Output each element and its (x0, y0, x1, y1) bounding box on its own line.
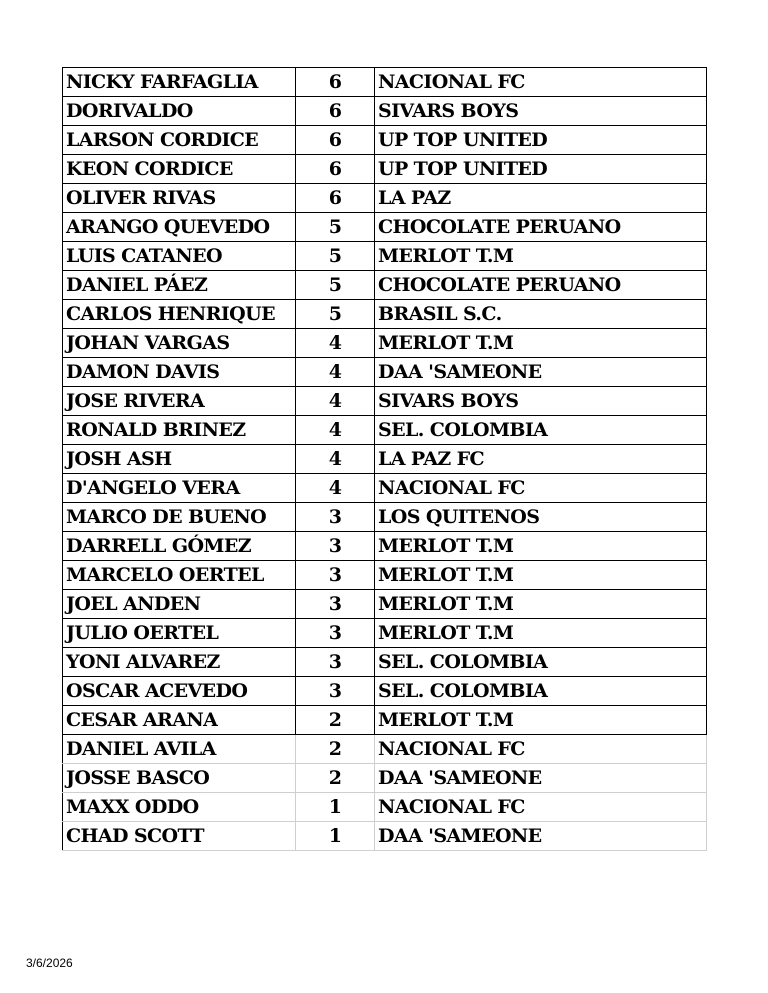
team-name-cell: MERLOT T.M (375, 329, 707, 358)
player-name-cell: DANIEL AVILA (63, 735, 296, 764)
player-name-cell: RONALD BRINEZ (63, 416, 296, 445)
goals-cell: 1 (296, 793, 375, 822)
player-name-cell: DAMON DAVIS (63, 358, 296, 387)
goals-cell: 3 (296, 590, 375, 619)
team-name-cell: NACIONAL FC (375, 735, 707, 764)
goals-cell: 6 (296, 68, 375, 97)
player-name-cell: NICKY FARFAGLIA (63, 68, 296, 97)
player-name-cell: CESAR ARANA (63, 706, 296, 735)
table-row (63, 300, 707, 329)
player-name-cell: YONI ALVAREZ (63, 648, 296, 677)
team-name-cell: MERLOT T.M (375, 561, 707, 590)
player-name-cell: JOEL ANDEN (63, 590, 296, 619)
team-name-cell: CHOCOLATE PERUANO (375, 213, 707, 242)
goals-cell: 1 (296, 822, 375, 851)
table-row (63, 358, 707, 387)
team-name-cell: CHOCOLATE PERUANO (375, 271, 707, 300)
print-date: 3/6/2026 (26, 956, 73, 970)
table-row (63, 387, 707, 416)
goals-cell: 3 (296, 619, 375, 648)
table-row (63, 706, 707, 735)
team-name-cell: SEL. COLOMBIA (375, 648, 707, 677)
table-row (63, 68, 707, 97)
table-row (63, 561, 707, 590)
team-name-cell: NACIONAL FC (375, 68, 707, 97)
goals-cell: 4 (296, 416, 375, 445)
team-name-cell: MERLOT T.M (375, 619, 707, 648)
table-row (63, 619, 707, 648)
goals-cell: 3 (296, 503, 375, 532)
player-name-cell: D'ANGELO VERA (63, 474, 296, 503)
player-name-cell: DORIVALDO (63, 97, 296, 126)
goals-cell: 4 (296, 329, 375, 358)
team-name-cell: MERLOT T.M (375, 706, 707, 735)
goals-cell: 4 (296, 474, 375, 503)
goals-cell: 5 (296, 242, 375, 271)
table-row (63, 764, 707, 793)
goals-cell: 3 (296, 648, 375, 677)
player-name-cell: MARCELO OERTEL (63, 561, 296, 590)
table-row (63, 329, 707, 358)
player-name-cell: JULIO OERTEL (63, 619, 296, 648)
player-name-cell: JOSH ASH (63, 445, 296, 474)
team-name-cell: MERLOT T.M (375, 532, 707, 561)
player-name-cell: JOHAN VARGAS (63, 329, 296, 358)
table-row (63, 97, 707, 126)
goals-cell: 3 (296, 532, 375, 561)
table-row (63, 184, 707, 213)
table-row (63, 242, 707, 271)
team-name-cell: LA PAZ (375, 184, 707, 213)
team-name-cell: SIVARS BOYS (375, 97, 707, 126)
goals-cell: 3 (296, 561, 375, 590)
player-name-cell: JOSE RIVERA (63, 387, 296, 416)
team-name-cell: BRASIL S.C. (375, 300, 707, 329)
table-row (63, 474, 707, 503)
player-name-cell: DARRELL GÓMEZ (63, 532, 296, 561)
scorers-table (62, 67, 707, 851)
table-row (63, 648, 707, 677)
team-name-cell: MERLOT T.M (375, 242, 707, 271)
goals-cell: 2 (296, 764, 375, 793)
goals-cell: 4 (296, 387, 375, 416)
goals-cell: 4 (296, 445, 375, 474)
player-name-cell: CHAD SCOTT (63, 822, 296, 851)
goals-cell: 6 (296, 126, 375, 155)
player-name-cell: LARSON CORDICE (63, 126, 296, 155)
player-name-cell: MARCO DE BUENO (63, 503, 296, 532)
table-row (63, 532, 707, 561)
team-name-cell: DAA 'SAMEONE (375, 764, 707, 793)
team-name-cell: SEL. COLOMBIA (375, 416, 707, 445)
goals-cell: 3 (296, 677, 375, 706)
goals-cell: 5 (296, 213, 375, 242)
player-name-cell: MAXX ODDO (63, 793, 296, 822)
team-name-cell: LOS QUITENOS (375, 503, 707, 532)
player-name-cell: CARLOS HENRIQUE (63, 300, 296, 329)
goals-cell: 6 (296, 155, 375, 184)
team-name-cell: UP TOP UNITED (375, 155, 707, 184)
scorers-table-body (63, 68, 707, 851)
goals-cell: 2 (296, 706, 375, 735)
team-name-cell: SEL. COLOMBIA (375, 677, 707, 706)
table-row (63, 590, 707, 619)
goals-cell: 5 (296, 300, 375, 329)
table-row (63, 213, 707, 242)
goals-cell: 6 (296, 184, 375, 213)
goals-cell: 2 (296, 735, 375, 764)
goals-cell: 5 (296, 271, 375, 300)
team-name-cell: DAA 'SAMEONE (375, 358, 707, 387)
player-name-cell: KEON CORDICE (63, 155, 296, 184)
table-row (63, 503, 707, 532)
team-name-cell: NACIONAL FC (375, 474, 707, 503)
player-name-cell: OSCAR ACEVEDO (63, 677, 296, 706)
table-row (63, 126, 707, 155)
team-name-cell: LA PAZ FC (375, 445, 707, 474)
table-row (63, 677, 707, 706)
team-name-cell: MERLOT T.M (375, 590, 707, 619)
player-name-cell: DANIEL PÁEZ (63, 271, 296, 300)
table-row (63, 793, 707, 822)
goals-cell: 4 (296, 358, 375, 387)
team-name-cell: SIVARS BOYS (375, 387, 707, 416)
table-row (63, 445, 707, 474)
player-name-cell: ARANGO QUEVEDO (63, 213, 296, 242)
table-row (63, 735, 707, 764)
table-row (63, 271, 707, 300)
team-name-cell: NACIONAL FC (375, 793, 707, 822)
player-name-cell: LUIS CATANEO (63, 242, 296, 271)
player-name-cell: JOSSE BASCO (63, 764, 296, 793)
table-row (63, 155, 707, 184)
team-name-cell: DAA 'SAMEONE (375, 822, 707, 851)
player-name-cell: OLIVER RIVAS (63, 184, 296, 213)
table-row (63, 416, 707, 445)
goals-cell: 6 (296, 97, 375, 126)
table-row (63, 822, 707, 851)
team-name-cell: UP TOP UNITED (375, 126, 707, 155)
